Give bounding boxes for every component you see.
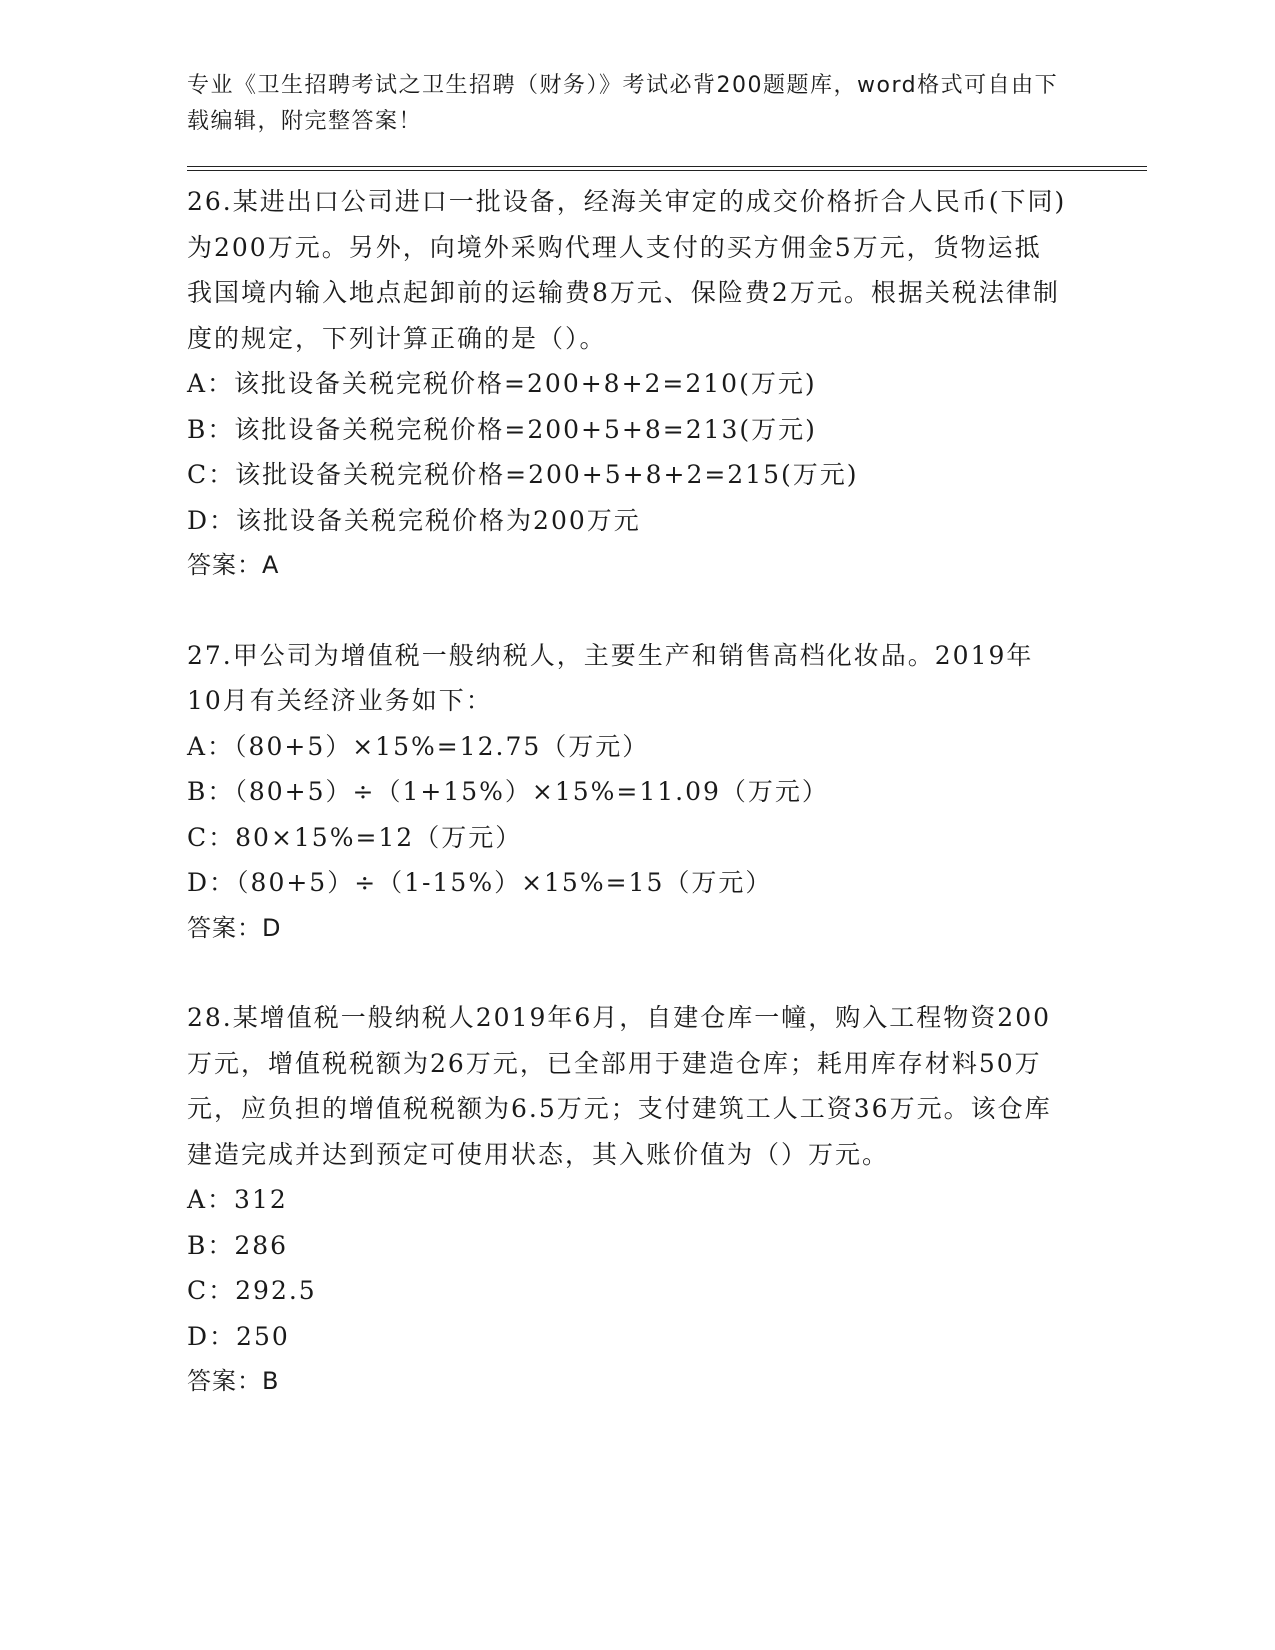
option-a: A：该批设备关税完税价格=200+8+2=210(万元) (187, 369, 817, 398)
option-b: B：（80+5）÷（1+15%）×15%=11.09（万元） (187, 777, 829, 806)
question-26 (187, 179, 1147, 589)
header-double-rule (187, 166, 1147, 171)
question-stem: 28.某增值税一般纳税人2019年6月，自建仓库一幢，购入工程物资200万元，增值税税额为26万元，已全部用于建造仓库；耗用库存材料50万元，应负担的增值税税额为6.5万元；支付建筑工人工资36万元。该仓库建造完成并达到预定可使用状态，其入账价值为（）万元。 (187, 1003, 1052, 1169)
option-a: A：312 (187, 1185, 288, 1214)
option-d: D：（80+5）÷（1-15%）×15%=15（万元） (187, 868, 773, 897)
option-c: C：80×15%=12（万元） (187, 822, 523, 852)
option-d: D：250 (187, 1321, 290, 1351)
question-27 (187, 633, 1147, 952)
question-stem: 26.某进出口公司进口一批设备，经海关审定的成交价格折合人民币(下同)为200万元。另外，向境外采购代理人支付的买方佣金5万元，货物运抵我国境内输入地点起卸前的运输费8万元、保险费2万元。根据关税法律制度的规定，下列计算正确的是（）。 (187, 187, 1067, 353)
option-b: B：286 (187, 1230, 289, 1260)
question-28 (187, 995, 1147, 1405)
option-c: C：该批设备关税完税价格=200+5+8+2=215(万元) (187, 460, 859, 489)
answer-line: 答案：A (187, 551, 280, 579)
question-spacer (187, 589, 1147, 633)
header-rule-inner-line (187, 170, 1147, 171)
option-a: A：（80+5）×15%=12.75（万元） (187, 731, 650, 761)
document-header: 专业《卫生招聘考试之卫生招聘（财务）》考试必背200题题库，word格式可自由下载编辑，附完整答案！ (187, 73, 1059, 134)
answer-line: 答案：D (187, 913, 282, 942)
option-b: B：该批设备关税完税价格=200+5+8=213(万元) (187, 414, 817, 444)
answer-line: 答案：B (187, 1367, 280, 1395)
option-d: D：该批设备关税完税价格为200万元 (187, 505, 641, 535)
option-c: C：292.5 (187, 1276, 317, 1305)
question-spacer (187, 951, 1147, 995)
document-page (187, 68, 1147, 1405)
question-stem: 27.甲公司为增值税一般纳税人，主要生产和销售高档化妆品。2019年10月有关经济业务如下： (187, 640, 1034, 715)
